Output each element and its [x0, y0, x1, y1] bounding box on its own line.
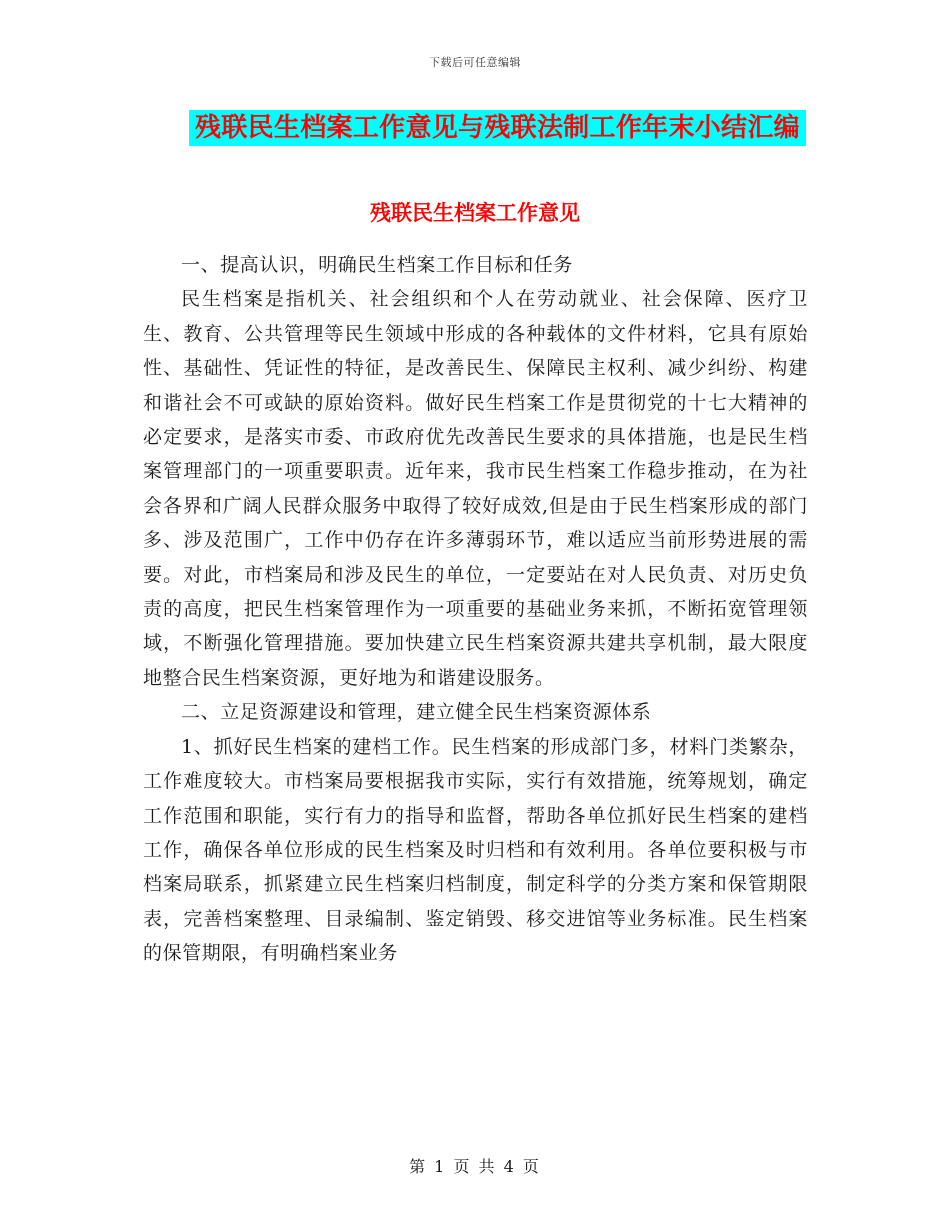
main-title: 残联民生档案工作意见与残联法制工作年末小结汇编 [189, 110, 806, 146]
page-number: 第 1 页 共 4 页 [409, 1157, 541, 1176]
header-note: 下载后可任意编辑 [429, 56, 521, 69]
heading-paragraph: 一、提高认识，明确民生档案工作目标和任务 [181, 254, 574, 276]
body-paragraph: 1、抓好民生档案的建档工作。民生档案的形成部门多，材料门类繁杂，工作难度较大。市档案局要根据我市实际，实行有效措施，统筹规划，确定工作范围和职能，实行有力的指导和监督，帮助各单位抓好民生档案的建档工作，确保各单位形成的民生档案及时归档和有效利用。各单位要积极与市档案局联系，抓紧建立民生档案归档制度，制定科学的分类方案和保管期限表，完善档案整理、目录编制、鉴定销毁、移交进馆等业务标准。民生档案的保管期限，有明确档案业务 [143, 735, 808, 965]
heading-paragraph: 二、立足资源建设和管理，建立健全民生档案资源体系 [181, 701, 652, 724]
main-title-container [0, 110, 950, 146]
document-body [143, 248, 808, 971]
body-paragraph: 民生档案是指机关、社会组织和个人在劳动就业、社会保障、医疗卫生、教育、公共管理等民生领域中形成的各种载体的文件材料，它具有原始性、基础性、凭证性的特征，是改善民生、保障民主权利、减少纠纷、构建和谐社会不可或缺的原始资料。做好民生档案工作是贯彻党的十七大精神的必定要求，是落实市委、市政府优先改善民生要求的具体措施，也是民生档案管理部门的一项重要职责。近年来，我市民生档案工作稳步推动，在为社会各界和广阔人民群众服务中取得了较好成效,但是由于民生档案形成的部门多、涉及范围广，工作中仍存在许多薄弱环节，难以适应当前形势进展的需要。对此，市档案局和涉及民生的单位，一定要站在对人民负责、对历史负责的高度，把民生档案管理作为一项重要的基础业务来抓，不断拓宽管理领域，不断强化管理措施。要加快建立民生档案资源共建共享机制，最大限度地整合民生档案资源，更好地为和谐建设服务。 [143, 288, 808, 689]
section-title: 残联民生档案工作意见 [370, 201, 580, 225]
